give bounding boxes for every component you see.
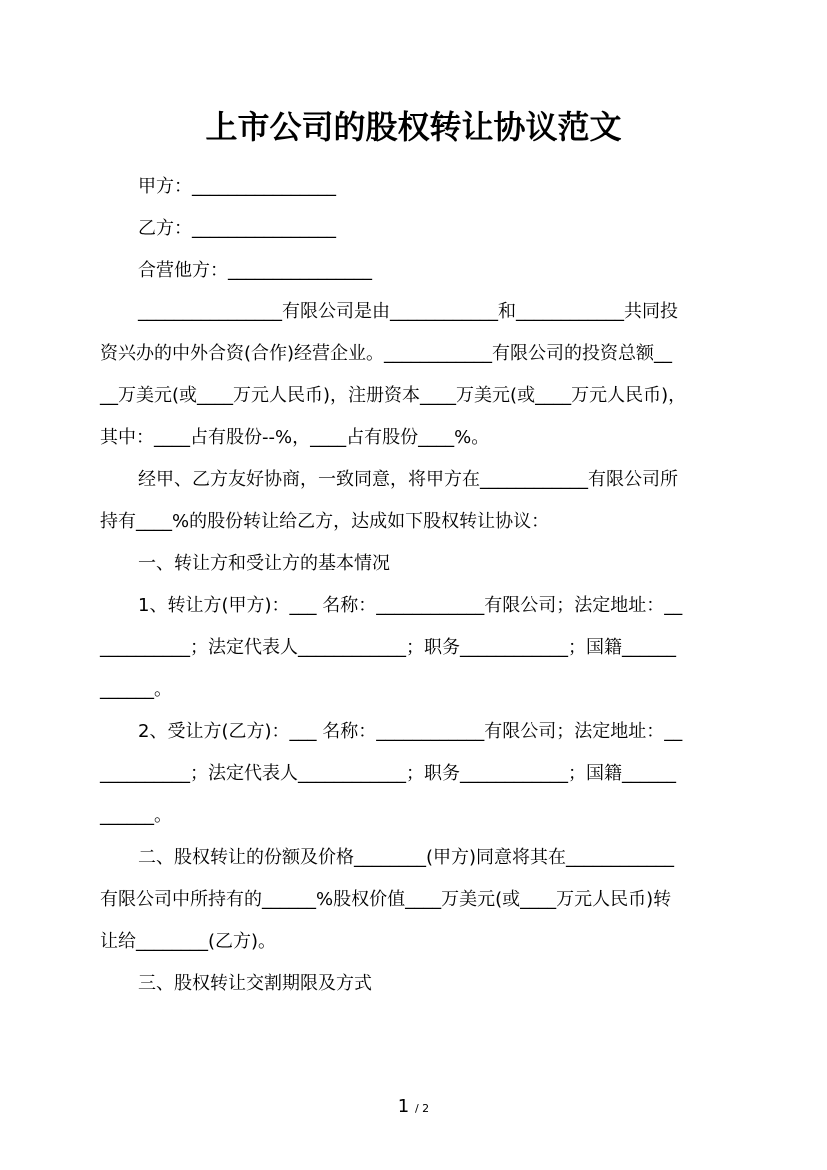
paragraph-line: 有限公司中所持有的______%股权价值____万美元(或____万元人民币)转 <box>100 889 672 910</box>
party-a-line: 甲方：________________ <box>138 176 336 197</box>
paragraph-line: __________；法定代表人____________；职务____________；国籍______ <box>100 637 676 658</box>
party-b-line: 乙方：________________ <box>138 218 336 239</box>
paragraph-line: 2、受让方(乙方)：___ 名称：____________有限公司；法定地址：__ <box>138 721 683 742</box>
paragraph-line: __________；法定代表人____________；职务____________；国籍______ <box>100 763 676 784</box>
paragraph-line: 资兴办的中外合资(合作)经营企业。____________有限公司的投资总额__ <box>100 343 673 364</box>
paragraph-line: 其中：____占有股份--%，____占有股份____%。 <box>100 427 490 448</box>
other-party-line: 合营他方：________________ <box>138 260 372 281</box>
document-title: 上市公司的股权转让协议范文 <box>205 108 622 146</box>
paragraph-line: ________________有限公司是由____________和____________共同投 <box>138 301 678 322</box>
section-heading: 三、股权转让交割期限及方式 <box>138 973 372 994</box>
current-page: 1 <box>397 1096 410 1117</box>
paragraph-line: __万美元(或____万元人民币)，注册资本____万美元(或____万元人民币)， <box>100 385 687 406</box>
page-number <box>0 1096 827 1117</box>
paragraph-line: 持有____%的股份转让给乙方，达成如下股权转让协议： <box>100 511 550 532</box>
paragraph-line: 1、转让方(甲方)：___ 名称：____________有限公司；法定地址：__ <box>138 595 683 616</box>
total-pages: / 2 <box>414 1102 430 1115</box>
paragraph-line: ______。 <box>100 805 172 826</box>
section-heading: 一、转让方和受让方的基本情况 <box>138 553 390 574</box>
paragraph-line: ______。 <box>100 679 172 700</box>
section-heading: 二、股权转让的份额及价格________(甲方)同意将其在____________ <box>138 847 675 868</box>
paragraph-line: 让给________(乙方)。 <box>100 931 277 952</box>
paragraph-line: 经甲、乙方友好协商，一致同意，将甲方在____________有限公司所 <box>138 469 678 490</box>
